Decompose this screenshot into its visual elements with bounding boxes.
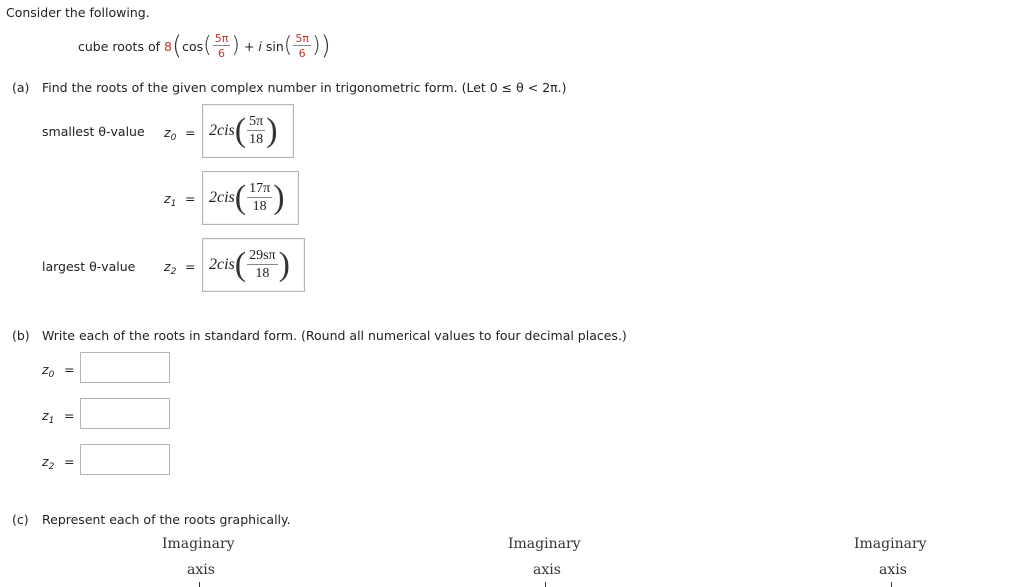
root-subscript: 2 — [48, 462, 55, 472]
equals-sign: = — [185, 191, 196, 206]
graph-1-axis-line — [199, 582, 200, 587]
angle-denominator: 18 — [255, 266, 270, 281]
graph-2-axis-title: Imaginary — [508, 536, 581, 552]
close-paren: ) — [266, 112, 278, 149]
close-paren: ) — [231, 33, 240, 58]
equals-sign: = — [64, 454, 75, 469]
graph-3-axis-title: Imaginary — [854, 536, 927, 552]
equals-sign: = — [185, 125, 196, 140]
root-var: z — [164, 259, 171, 274]
plus-i-label: + i — [243, 38, 262, 54]
standard-z2-input[interactable] — [80, 444, 170, 475]
cos-angle-fraction — [213, 33, 231, 59]
open-paren: ( — [283, 33, 293, 58]
part-c-instructions: Represent each of the roots graphically. — [42, 512, 291, 527]
root-subscript: 2 — [170, 267, 177, 277]
root-z2-answer — [202, 238, 305, 292]
root-subscript: 1 — [170, 199, 177, 209]
root-var: z — [42, 408, 49, 423]
equals-sign: = — [185, 259, 196, 274]
root-subscript: 0 — [48, 370, 55, 380]
root-var: z — [164, 125, 171, 140]
graph-1-axis-title: Imaginary — [162, 536, 235, 552]
graph-3-axis-subtitle: axis — [879, 562, 907, 578]
angle-denominator: 18 — [249, 132, 264, 147]
root-z0-answer — [202, 104, 294, 158]
root-z0-label — [164, 125, 176, 143]
root-var: z — [164, 191, 171, 206]
standard-z1-label — [42, 408, 54, 426]
root-z1-label — [164, 191, 176, 209]
close-paren: ) — [273, 179, 285, 216]
equals-sign: = — [64, 362, 75, 377]
largest-theta-label: largest θ-value — [42, 259, 136, 274]
graph-3-axis-line — [891, 582, 892, 587]
part-b-instructions: Write each of the roots in standard form. (Round all numerical values to four decimal places.) — [42, 328, 627, 343]
standard-z0-label — [42, 362, 54, 380]
sin-label: sin — [265, 38, 284, 54]
root-var: z — [42, 454, 49, 469]
angle-denominator: 18 — [252, 199, 267, 214]
cos-angle-denominator: 6 — [218, 47, 226, 60]
cis-prefix: 2cis — [209, 189, 235, 206]
cos-label: cos — [182, 38, 204, 54]
open-paren: ( — [171, 31, 183, 61]
close-paren: ) — [320, 31, 331, 61]
standard-z2-label — [42, 454, 54, 472]
problem-prefix: cube roots of — [78, 38, 160, 54]
cis-prefix: 2cis — [209, 122, 235, 139]
sin-angle-denominator: 6 — [298, 47, 306, 60]
open-paren: ( — [203, 33, 212, 58]
root-z0-angle — [247, 115, 265, 147]
angle-numerator: 5π — [249, 114, 264, 129]
part-b-label: (b) — [12, 328, 30, 343]
part-c-label: (c) — [12, 512, 29, 527]
graph-1-axis-subtitle: axis — [187, 562, 215, 578]
cis-prefix: 2cis — [209, 256, 235, 273]
standard-z0-input[interactable] — [80, 352, 170, 383]
intro-text: Consider the following. — [6, 5, 150, 20]
root-subscript: 1 — [48, 416, 55, 426]
sin-angle-fraction — [293, 33, 311, 59]
close-paren: ) — [278, 246, 290, 283]
problem-expression — [78, 33, 331, 59]
graph-2-axis-line — [545, 582, 546, 587]
root-z1-answer — [202, 171, 299, 225]
part-a-instructions: Find the roots of the given complex number in trigonometric form. (Let 0 ≤ θ < 2π.) — [42, 80, 567, 95]
open-paren: ( — [234, 179, 247, 216]
angle-numerator: 29sπ — [249, 248, 276, 263]
sin-angle-numerator: 5π — [295, 32, 309, 45]
root-var: z — [42, 362, 49, 377]
angle-numerator: 17π — [249, 181, 271, 196]
equals-sign: = — [64, 408, 75, 423]
root-z2-angle — [247, 249, 278, 281]
root-z1-angle — [247, 182, 272, 214]
graph-2-axis-subtitle: axis — [533, 562, 561, 578]
root-subscript: 0 — [170, 133, 177, 143]
open-paren: ( — [234, 246, 247, 283]
open-paren: ( — [234, 112, 247, 149]
close-paren: ) — [311, 33, 321, 58]
cos-angle-numerator: 5π — [214, 32, 229, 45]
smallest-theta-label: smallest θ-value — [42, 124, 145, 139]
problem-coefficient: 8 — [163, 38, 172, 54]
standard-z1-input[interactable] — [80, 398, 170, 429]
part-a-label: (a) — [12, 80, 30, 95]
root-z2-label — [164, 259, 176, 277]
